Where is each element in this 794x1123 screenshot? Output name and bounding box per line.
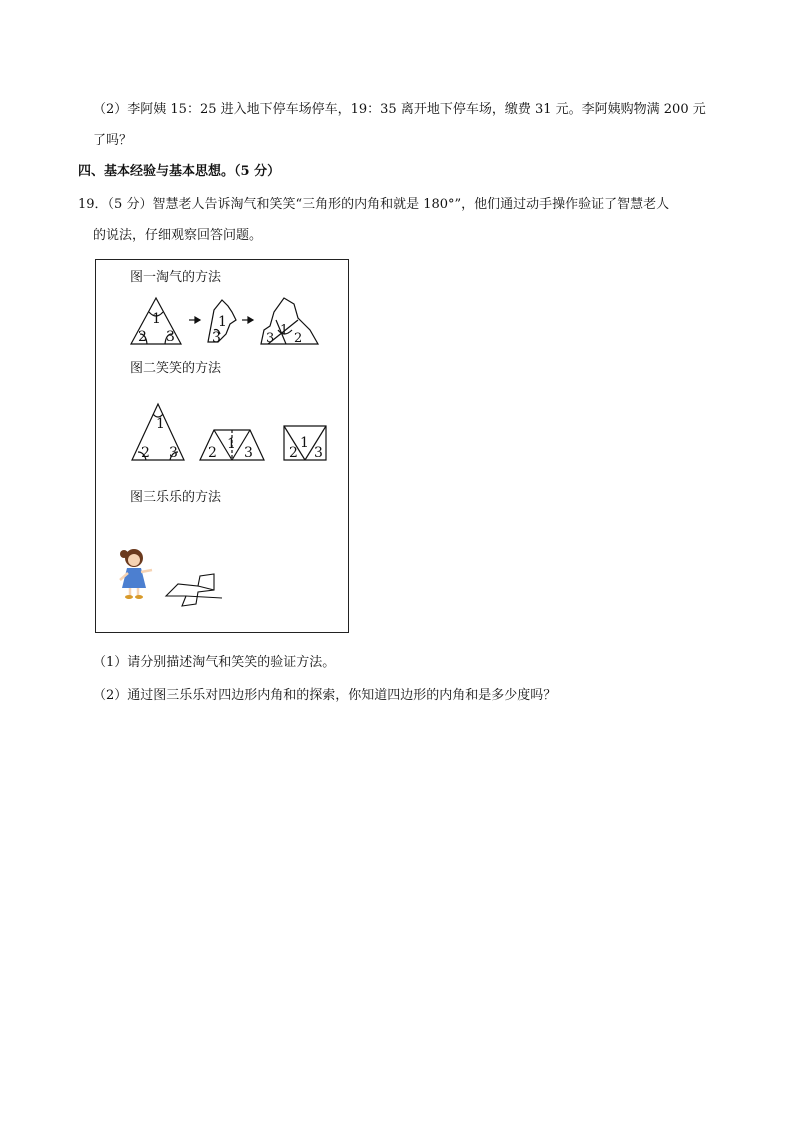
q19-sub2: （2）通过图三乐乐对四边形内角和的探索，你知道四边形的内角和是多少度吗？ [93,688,557,703]
fig1-label: 图一淘气的方法 [130,270,222,285]
q19-line1: 19．（5 分）智慧老人告诉淘气和笑笑“三角形的内角和就是 180°”，他们通过动手操作验证了智慧老人 [78,197,670,212]
fig3-diagram [96,540,350,620]
q19-figure [95,259,349,633]
fig3-quad-pieces [166,574,214,606]
fig1-torn-angle3: 3 [212,330,221,346]
fig2-rect-angle1: 1 [300,435,309,451]
fig1-angle1: 1 [152,311,161,327]
section4-heading: 四、基本经验与基本思想。（5 分） [78,164,281,179]
fig1-torn-angle1: 1 [218,314,227,330]
fig2-label: 图二笑笑的方法 [130,361,222,376]
fig2-rect-angle3: 3 [314,445,323,461]
fig1-comb-angle1: 1 [280,323,289,338]
fig3-label: 图三乐乐的方法 [130,490,222,505]
fig1-angle2: 2 [138,329,147,345]
fig1-angle3: 3 [166,329,175,345]
fig1-comb-angle2: 2 [294,331,303,346]
q19-line2: 的说法，仔细观察回答问题。 [93,228,263,243]
fig2-rect-angle2: 2 [289,445,298,461]
q19-sub1: （1）请分别描述淘气和笑笑的验证方法。 [93,655,336,670]
girl-illustration [120,549,152,599]
fig2-trap-angle2: 2 [208,445,217,461]
arrow-icon [248,317,253,323]
q18-part2-line1: （2）李阿姨 15：25 进入地下停车场停车，19：35 离开地下停车场，缴费 31 元。李阿姨购物满 200 元 [93,102,706,117]
arrow-icon [195,317,200,323]
q18-part2-line2: 了吗？ [93,133,133,148]
fig2-trap-angle3: 3 [244,445,253,461]
fig2-tri-angle1: 1 [156,416,165,432]
fig2-trap-angle1: 1 [227,436,236,452]
fig2-diagram [96,392,350,462]
fig2-tri-angle2: 2 [141,445,150,461]
fig2-tri-angle3: 3 [169,445,178,461]
fig1-diagram [96,290,350,350]
fig1-comb-angle3: 3 [266,331,275,346]
